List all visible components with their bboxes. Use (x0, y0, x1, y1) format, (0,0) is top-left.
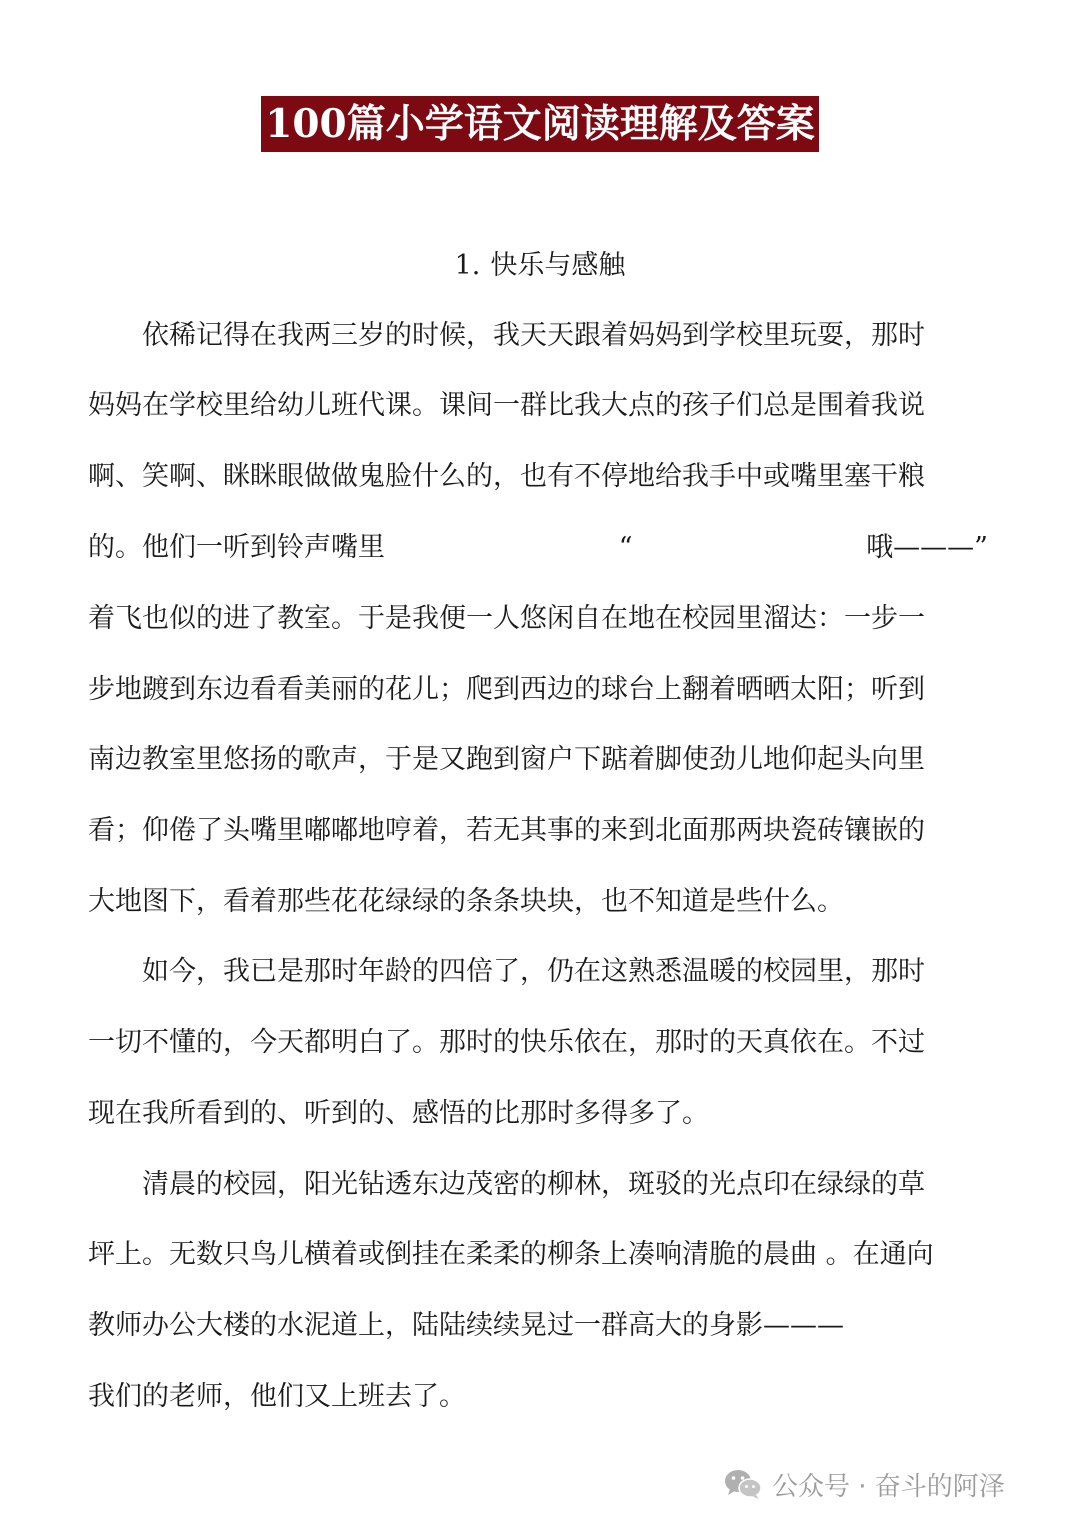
document-title: 100篇小学语文阅读理解及答案 (261, 96, 818, 152)
text-line: 我们的老师，他们又上班去了。 (88, 1381, 466, 1412)
text-line: 一切不懂的，今天都明白了。那时的快乐依在，那时的天真依在。不过 (88, 1027, 925, 1058)
text-line: 如今，我已是那时年龄的四倍了，仍在这熟悉温暖的校园里，那时 (88, 956, 925, 987)
text-line: 坪上。无数只鸟儿横着或倒挂在柔柔的柳条上凑响清脆的晨曲 。在通向 (88, 1239, 934, 1270)
text-line: 南边教室里悠扬的歌声，于是又跑到窗户下踮着脚使劲儿地仰起头向里 (88, 744, 925, 775)
text-line: 现在我所看到的、听到的、感悟的比那时多得多了。 (88, 1098, 709, 1129)
split-line-quote: “ (618, 532, 633, 563)
footer-text: 公众号 · 奋斗的阿泽 (772, 1471, 1005, 1502)
section-title: 快乐与感触 (490, 250, 626, 281)
footer-watermark (724, 1462, 1005, 1506)
text-line: 清晨的校园，阳光钻透东边茂密的柳林，斑驳的光点印在绿绿的草 (88, 1169, 925, 1200)
split-line-right: 哦———” (866, 532, 988, 563)
text-line: 教师办公大楼的水泥道上，陆陆续续晃过一群高大的身影——— (88, 1310, 844, 1341)
wechat-icon (724, 1468, 762, 1500)
document-title-wrap (0, 96, 1080, 152)
text-line: 看；仰倦了头嘴里嘟嘟地哼着，若无其事的来到北面那两块瓷砖镶嵌的 (88, 815, 925, 846)
text-line: 啊、笑啊、眯眯眼做做鬼脸什么的，也有不停地给我手中或嘴里塞干粮 (88, 461, 925, 492)
split-text-line (88, 526, 988, 570)
section-heading (0, 244, 1080, 288)
text-line: 着飞也似的进了教室。于是我便一人悠闲自在地在校园里溜达：一步一 (88, 603, 925, 634)
text-line: 大地图下，看着那些花花绿绿的条条块块，也不知道是些什么。 (88, 886, 844, 917)
text-line: 步地踱到东边看看美丽的花儿；爬到西边的球台上翻着晒晒太阳；听到 (88, 674, 925, 705)
text-line: 妈妈在学校里给幼儿班代课。课间一群比我大点的孩子们总是围着我说 (88, 390, 925, 421)
text-line: 依稀记得在我两三岁的时候，我天天跟着妈妈到学校里玩耍，那时 (88, 320, 925, 351)
split-line-left: 的。他们一听到铃声嘴里 (88, 532, 385, 563)
section-number: 1. (454, 250, 481, 281)
